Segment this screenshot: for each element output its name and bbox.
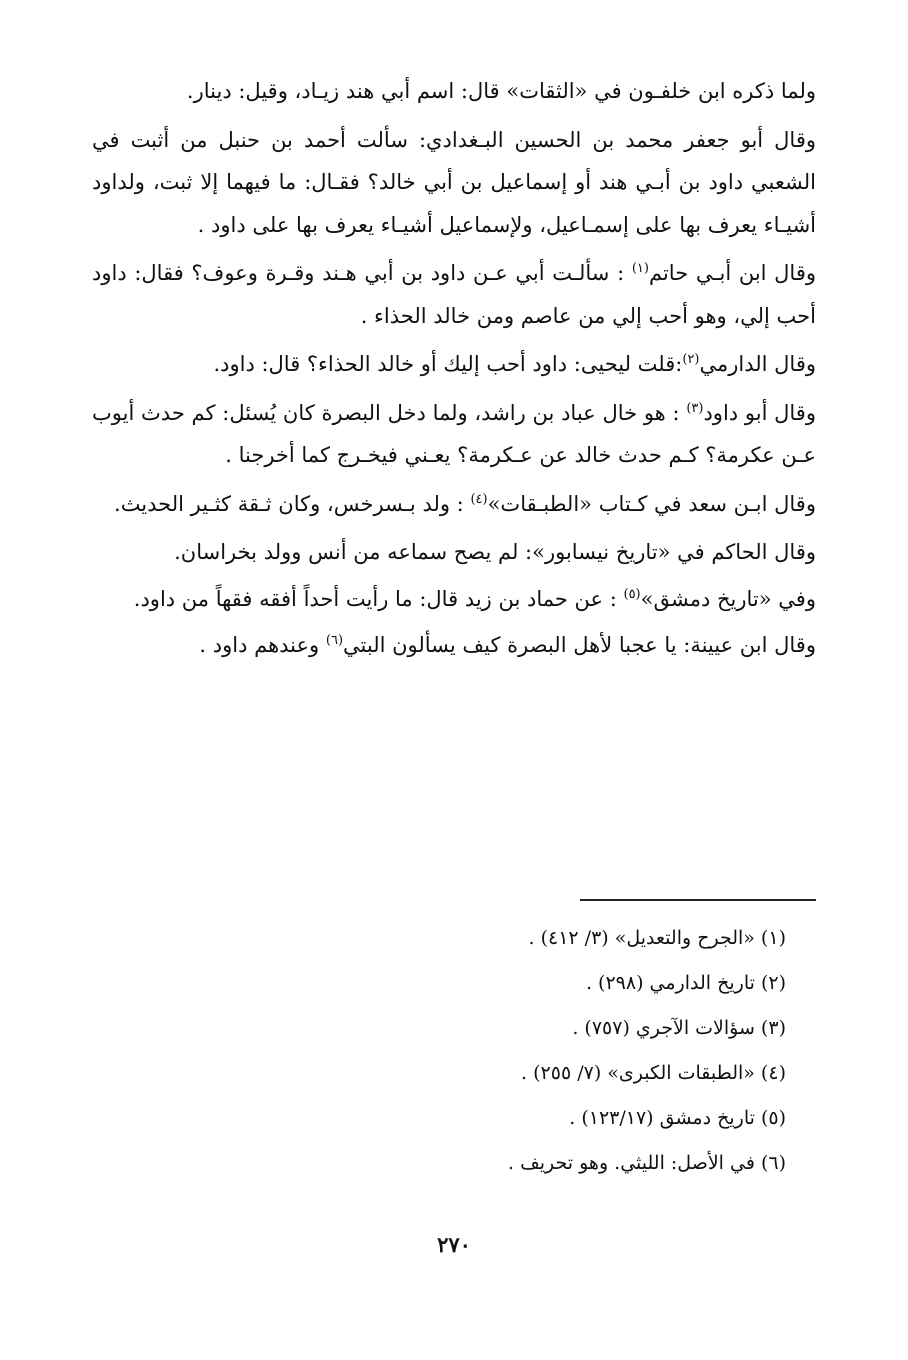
paragraph-2: وقال أبو جعفر محمد بن الحسين البـغدادي: سألت أحمد بن حنبل من أثبت في الشعبي داود بن أبـي هند أو إسماعيل بن أبي خالد؟ فقـال: ما فيهما إلا ثبت، ولداود أشيـاء يعرف بها على إسمـاعيل، ولإسماعيل أشيـاء يعرف بها على داود . — [92, 127, 816, 237]
footnote-4: (٤) «الطبقات الكبرى» (٧/ ٢٥٥) . — [521, 1062, 786, 1084]
paragraph-6: وقال ابـن سعد في كـتاب «الطبـقات»$^{(٤)}$ : ولد بـسرخس، وكان ثـقة كثـير الحديث. — [114, 491, 816, 516]
footnote-2: (٢) تاريخ الدارمي (٢٩٨) . — [585, 972, 786, 994]
paragraph-7: وقال الحاكم في «تاريخ نيسابور»: لم يصح سماعه من أنس وولد بخراسان. — [174, 540, 816, 564]
footnote-ref[interactable]: (٢) — [682, 352, 700, 367]
footnote-divider — [580, 899, 816, 901]
paragraph-3: وقال ابن أبـي حاتم$^{(١)}$ : سألـت أبي عـن داود بن أبي هـند وقـرة وعوف؟ فقال: داود أحب إلي، وهو أحب إلي من عاصم ومن خالد الحذاء . — [92, 261, 817, 328]
paragraph-8: وفي «تاريخ دمشق»$^{(٥)}$ : عن حماد بن زيد قال: ما رأيت أحداً أفقه فقهاً من داود. — [133, 586, 816, 611]
footnote-6: (٦) في الأصل: الليثي. وهو تحريف . — [508, 1152, 786, 1174]
footnote-ref[interactable]: (٤) — [470, 491, 488, 507]
paragraph-4: وقال الدارمي$^{(٢)}$:قلت ليحيى: داود أحب إليك أو خالد الحذاء؟ قال: داود. — [213, 352, 816, 376]
page-number: ٢٧٠ — [437, 1232, 471, 1257]
paragraph-9: وقال ابن عيينة: يا عجبا لأهل البصرة كيف يسألون البتي$^{(٦)}$ وعندهم داود . — [199, 633, 816, 657]
footnote-ref[interactable]: (٣) — [686, 400, 704, 416]
footnote-1: (١) «الجرح والتعديل» (٣/ ٤١٢) . — [528, 927, 786, 949]
footnote-ref[interactable]: (١) — [631, 261, 649, 276]
main-text — [92, 70, 816, 673]
footnote-5: (٥) تاريخ دمشق (١٢٣/١٧) . — [569, 1107, 786, 1129]
footnotes — [92, 916, 786, 1186]
paragraph-5: وقال أبو داود$^{(٣)}$ : هو خال عباد بن راشد، ولما دخل البصرة كان يُسئل: كم حدث أيوب عـن عكرمة؟ كـم حدث خالد عن عـكرمة؟ يعـني فيخـرج كما أخرجنا . — [92, 400, 816, 467]
footnote-ref[interactable]: (٦) — [325, 633, 344, 648]
footnote-3: (٣) سؤالات الآجري (٧٥٧) . — [572, 1017, 786, 1039]
paragraph-1: ولما ذكره ابن خلفـون في «الثقات» قال: اسم أبي هند زيـاد، وقيل: دينار. — [186, 79, 816, 103]
footnote-ref[interactable]: (٥) — [623, 586, 641, 602]
